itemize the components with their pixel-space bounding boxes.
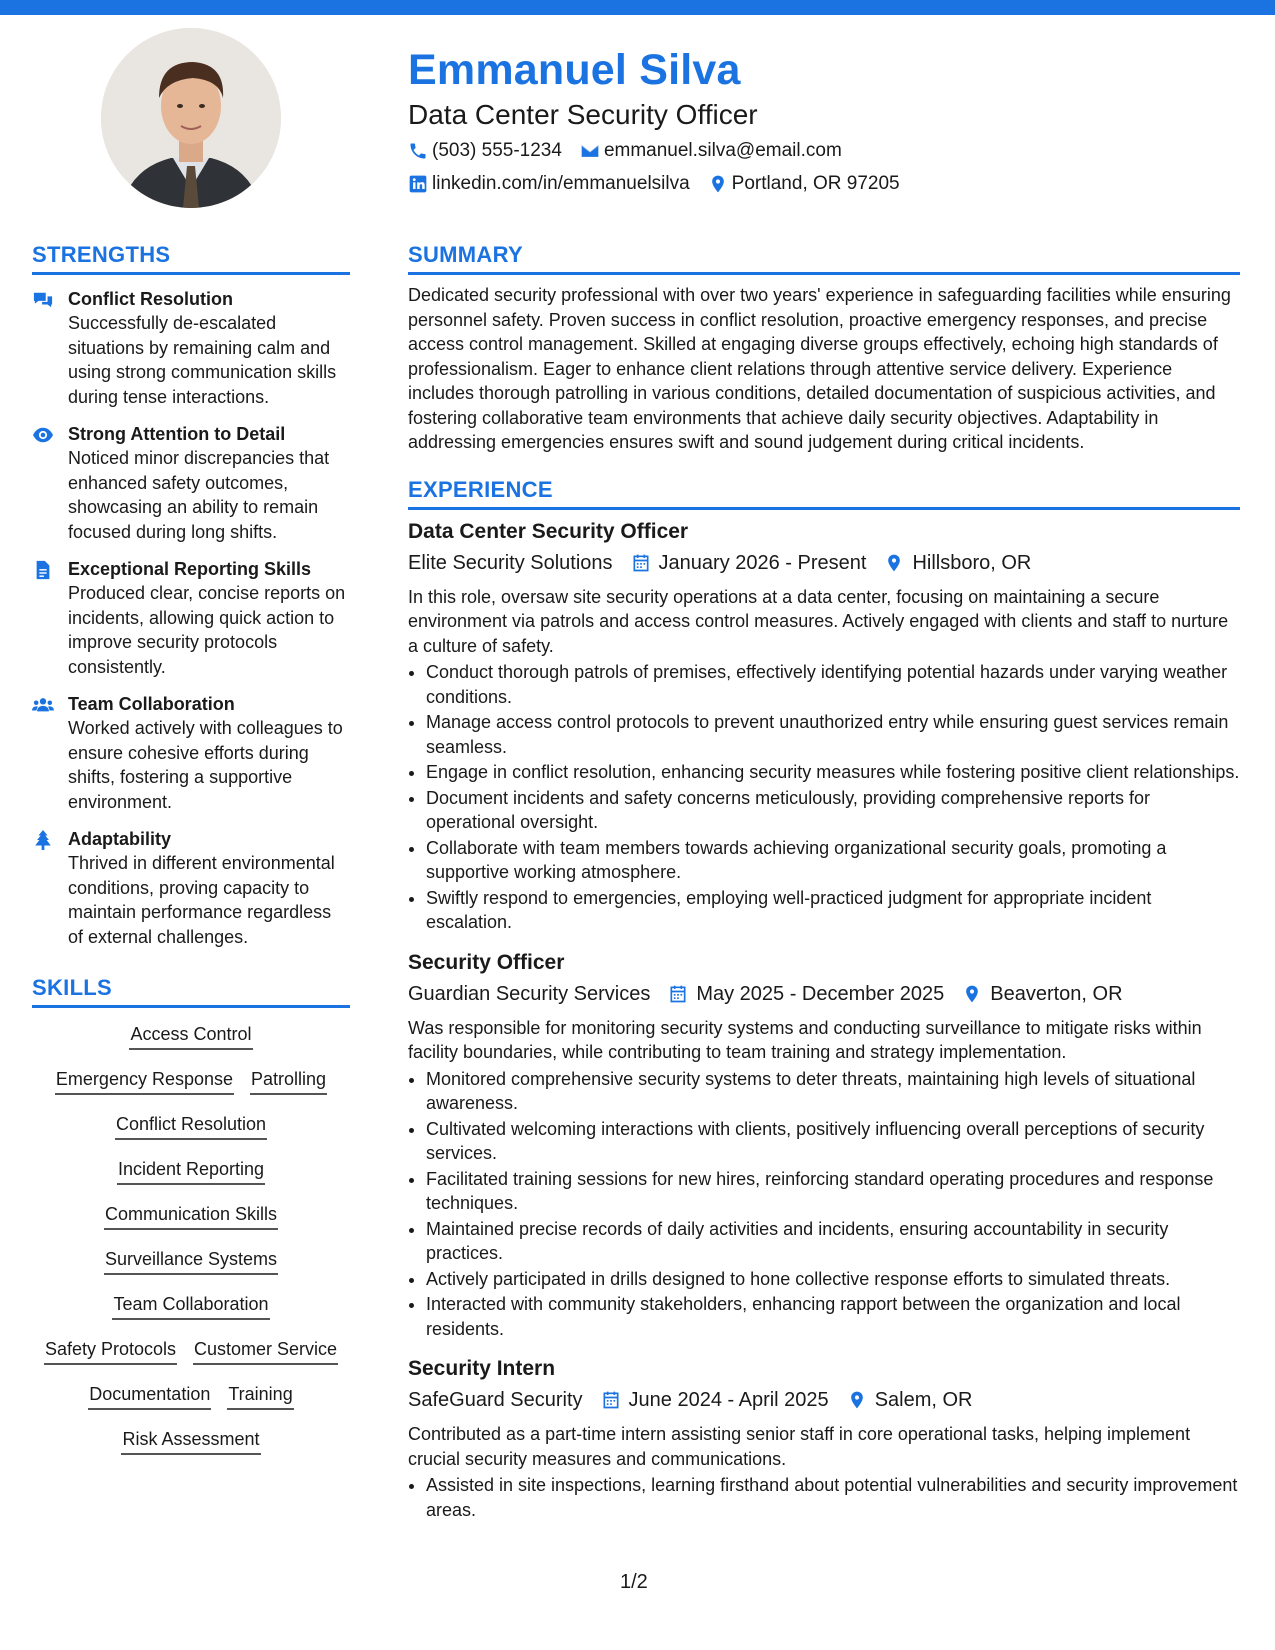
phone-icon [408,141,428,161]
calendar-icon [631,553,651,573]
job-bullet: • Monitored comprehensive security systems to deter threats, maintaining high levels of situational awareness. [426,1067,1240,1116]
job-title: Security Intern [408,1357,556,1380]
skill-tag: Team Collaboration [112,1292,269,1320]
job-bullet: • Manage access control protocols to prevent unauthorized entry while ensuring guest services remain seamless. [426,710,1240,759]
job-bullets [408,1473,1240,1522]
company-name: SafeGuard Security [408,1389,583,1411]
skills-list [32,1022,350,1472]
right-column [408,240,1240,1523]
strength-title: Strong Attention to Detail [68,424,286,444]
strength-title: Conflict Resolution [68,289,233,309]
candidate-name: Emmanuel Silva [408,46,741,94]
skill-tag: Emergency Response [55,1067,234,1095]
skill-tag: Incident Reporting [117,1157,265,1185]
skill-tag: Patrolling [250,1067,327,1095]
skill-tag: Risk Assessment [121,1427,260,1455]
contact-row-2 [408,170,1238,198]
map-pin-icon [708,174,728,194]
strength-title: Team Collaboration [68,694,235,714]
skill-tag: Customer Service [193,1337,338,1365]
job-entry [408,1355,1240,1522]
job-bullet: • Swiftly respond to emergencies, employing well-practiced judgment for appropriate incident escalation. [426,886,1240,935]
job-entry [408,949,1240,1342]
job-title: Security Officer [408,950,565,974]
linkedin-icon [408,174,428,194]
page-number: 1/2 [620,1571,648,1593]
job-bullets [408,660,1240,935]
document-icon [32,560,54,580]
job-meta [408,549,1240,577]
skill-tag: Surveillance Systems [104,1247,278,1275]
contact-row-1 [408,137,1238,165]
job-bullet: • Cultivated welcoming interactions with clients, positively influencing overall perceptions of security services. [426,1117,1240,1166]
map-pin-icon [884,553,904,573]
job-location-text: Beaverton, OR [990,982,1123,1005]
job-bullet: • Engage in conflict resolution, enhancing security measures while fostering positive client relationships. [426,760,1240,785]
strengths-heading: STRENGTHS [32,240,350,275]
strength-title: Exceptional Reporting Skills [68,559,312,579]
job-description: Contributed as a part-time intern assisting senior staff in core operational tasks, helping implement crucial security measures and communications. [408,1424,1191,1469]
strength-item [32,287,350,409]
summary-text: Dedicated security professional with over two years' experience in safeguarding facilities while ensuring personnel safety. Proven success in conflict resolution, proactive emergency responses, and precise access control management. Skilled at engaging diverse groups effectively, echoing high standards of professionalism. Eager to enhance client relations through attentive service delivery. Experience includes thorough patrolling in various conditions, detailed documentation of suspicious activities, and fostering collaborative team environments that achieve daily security objectives. Adaptability in addressing emergencies ensures swift and sound judgement during critical incidents. [408,285,1231,452]
company-name: Elite Security Solutions [408,551,613,574]
skill-tag: Training [227,1382,293,1410]
job-bullet: • Document incidents and safety concerns meticulously, providing comprehensive reports for operational oversight. [426,786,1240,835]
left-column [32,240,350,1472]
job-location [847,1386,973,1414]
job-description: Was responsible for monitoring security systems and conducting surveillance to mitigate risks within facility boundaries, while contributing to team training and strategy implementation. [408,1017,1202,1062]
job-bullet: • Assisted in site inspections, learning firsthand about potential vulnerabilities and security improvement areas. [426,1473,1240,1522]
phone-text: (503) 555-1234 [432,140,562,161]
skill-tag: Communication Skills [104,1202,278,1230]
job-location-text: Hillsboro, OR [912,551,1032,574]
email-contact[interactable] [580,137,842,165]
job-bullet: • Actively participated in drills designed to hone collective response efforts to simulated threats. [426,1267,1240,1292]
job-bullets [408,1067,1240,1342]
strength-title: Adaptability [68,829,172,849]
job-bullet: • Facilitated training sessions for new hires, reinforcing standard operating procedures and response techniques. [426,1167,1240,1216]
strengths-list [32,287,350,949]
strength-desc: Thrived in different environmental conditions, proving capacity to maintain performance regardless of external challenges. [68,853,335,947]
job-dates-text: May 2025 - December 2025 [696,982,945,1005]
job-meta [408,980,1240,1008]
job-bullet: • Maintained precise records of daily activities and incidents, ensuring accountability in security practices. [426,1217,1240,1266]
job-location [962,980,1122,1008]
strength-desc: Produced clear, concise reports on incidents, allowing quick action to improve security protocols consistently. [68,583,346,677]
job-bullet: • Collaborate with team members towards achieving organizational security goals, promoting a supportive working atmosphere. [426,836,1240,885]
strength-desc: Noticed minor discrepancies that enhanced safety outcomes, showcasing an ability to remain focused during long shifts. [68,448,330,542]
tree-icon [32,830,54,850]
profile-photo [101,28,281,208]
company-name: Guardian Security Services [408,982,651,1005]
experience-heading: EXPERIENCE [408,475,1240,510]
envelope-icon [580,141,600,161]
job-entry [408,518,1240,935]
job-dates-text: June 2024 - April 2025 [628,1389,829,1411]
strength-item [32,422,350,544]
location-contact [708,170,900,198]
strength-item [32,692,350,814]
skill-tag: Access Control [129,1022,252,1050]
skill-tag: Safety Protocols [44,1337,177,1365]
calendar-icon [668,984,688,1004]
skill-tag: Conflict Resolution [115,1112,267,1140]
location-text: Portland, OR 97205 [731,173,900,194]
eye-icon [32,425,54,445]
job-location-text: Salem, OR [874,1389,973,1411]
top-accent-bar [0,0,1275,15]
email-text[interactable]: emmanuel.silva@email.com [603,140,842,161]
job-meta [408,1386,1240,1414]
job-dates-text: January 2026 - Present [658,551,867,574]
skill-tag: Documentation [88,1382,211,1410]
strength-desc: Successfully de-escalated situations by remaining calm and using strong communication skills during tense interactions. [68,313,337,407]
candidate-title: Data Center Security Officer [408,99,758,130]
job-dates [668,980,944,1008]
map-pin-icon [962,984,982,1004]
strength-item [32,827,350,949]
phone-contact [408,137,562,165]
job-description: In this role, oversaw site security operations at a data center, focusing on maintaining a secure environment via patrols and access control measures. Actively engaged with clients and staff to nurture a culture of safety. [408,586,1229,656]
job-bullet: • Interacted with community stakeholders, enhancing rapport between the organization and local residents. [426,1292,1240,1341]
map-pin-icon [847,1390,867,1410]
job-dates [601,1386,829,1414]
job-dates [631,549,867,577]
calendar-icon [601,1390,621,1410]
job-title: Data Center Security Officer [408,519,689,543]
resume-header [408,42,1238,198]
comments-icon [32,290,54,310]
users-icon [32,695,54,715]
strength-desc: Worked actively with colleagues to ensure cohesive efforts during shifts, fostering a supportive environment. [68,718,343,812]
job-location [884,549,1031,577]
skills-heading: SKILLS [32,973,350,1008]
summary-heading: SUMMARY [408,240,1240,275]
strength-item [32,557,350,679]
job-bullet: • Conduct thorough patrols of premises, effectively identifying potential hazards under varying weather conditions. [426,660,1240,709]
linkedin-contact[interactable] [408,170,690,198]
linkedin-text[interactable]: linkedin.com/in/emmanuelsilva [432,173,690,194]
